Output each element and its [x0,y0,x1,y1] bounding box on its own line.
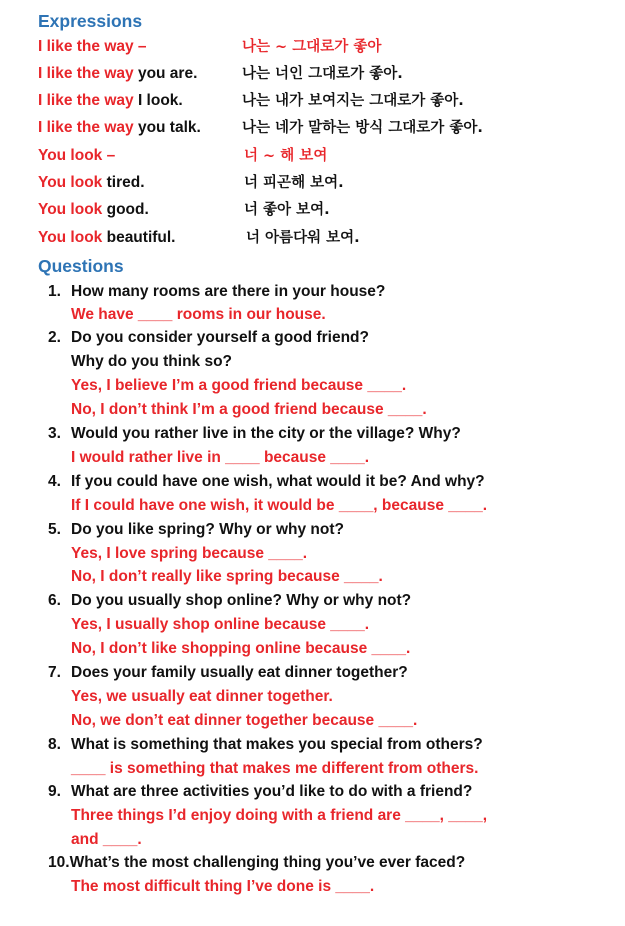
question-number: 7. [48,664,61,681]
question-3 [48,423,461,445]
expression-completion: good. [102,201,149,218]
expression-korean: 나는 ~ 그대로가 좋아 [242,39,382,55]
question-1 [48,281,385,303]
answer-line: The most difficult thing I’ve done is ____. [71,878,375,895]
question-text: Does your family usually eat dinner together? [71,664,408,681]
expression-english [38,172,145,194]
expression-row [38,199,598,221]
question-7 [48,662,408,684]
question-number: 10. [48,854,70,871]
expression-row [38,227,598,249]
question-number: 5. [48,521,61,538]
expression-completion: tired. [102,174,145,191]
expression-english [38,227,176,249]
question-number: 3. [48,425,61,442]
expression-korean: 너 피곤해 보여. [244,175,344,191]
question-number: 4. [48,473,61,490]
answer-line: We have ____ rooms in our house. [71,306,326,323]
answer-line: If I could have one wish, it would be ____, because ____. [71,497,488,514]
answer-line: No, I don’t think I’m a good friend because ____. [71,401,427,418]
answer-line: ____ is something that makes me different from others. [71,760,479,777]
answer-line: Yes, I usually shop online because ____. [71,616,370,633]
question-number: 1. [48,283,61,300]
answer-line: No, I don’t like shopping online because ____. [71,640,411,657]
question-text: Do you like spring? Why or why not? [71,521,344,538]
question-text: Do you consider yourself a good friend? [71,329,369,346]
question-text: What’s the most challenging thing you’ve ever faced? [69,854,466,871]
expression-phrase: You look [38,174,103,191]
answer-line: Three things I’d enjoy doing with a friend are ____, ____, [71,807,488,824]
expression-phrase: I like the way [38,65,134,82]
expression-completion: I look. [133,92,183,109]
expression-row [38,63,598,85]
expressions-heading: Expressions [38,11,143,31]
question-text: How many rooms are there in your house? [71,283,386,300]
question-text: If you could have one wish, what would it be? And why? [71,473,485,490]
expression-phrase: I like the way [38,92,134,109]
question-4 [48,471,485,493]
question-number: 8. [48,736,61,753]
expression-completion: you talk. [133,119,201,136]
expression-phrase: You look [38,229,103,246]
expression-english [38,199,149,221]
expression-korean: 너 아름다워 보여. [246,230,360,246]
expression-korean: 너 ~ 해 보여 [244,148,328,164]
answer-line: No, I don’t really like spring because ____. [71,568,383,585]
expression-korean: 나는 내가 보여지는 그대로가 좋아. [242,93,464,109]
expression-korean: 너 좋아 보여. [244,202,330,218]
question-number: 6. [48,592,61,609]
expression-row [38,90,598,112]
question-text: What are three activities you’d like to do with a friend? [71,783,473,800]
questions-heading: Questions [38,256,124,276]
question-8 [48,734,483,756]
question-text: What is something that makes you special from others? [71,736,483,753]
answer-line: Yes, we usually eat dinner together. [71,688,333,705]
expression-row [38,145,598,167]
expression-completion: beautiful. [102,229,176,246]
answer-line: No, we don’t eat dinner together because ____. [71,712,418,729]
question-number: 2. [48,329,61,346]
question-number: 9. [48,783,61,800]
expression-korean: 나는 네가 말하는 방식 그대로가 좋아. [242,120,483,136]
answer-line: Yes, I believe I’m a good friend because ____. [71,377,407,394]
expression-korean: 나는 너인 그대로가 좋아. [242,66,403,82]
expression-english [38,63,197,85]
question-9 [48,781,472,803]
expression-row [38,172,598,194]
answer-line: I would rather live in ____ because ____. [71,449,370,466]
expression-phrase: You look [38,201,103,218]
expression-english [38,36,147,58]
expression-phrase: I like the way [38,119,134,136]
question-6 [48,590,411,612]
expression-english [38,117,201,139]
expression-row [38,117,598,139]
answer-line: and ____. [71,831,142,848]
expression-english [38,90,183,112]
question-2 [48,327,369,349]
expression-completion: you are. [133,65,198,82]
expression-phrase: I like the way – [38,38,147,55]
expression-phrase: You look – [38,147,116,164]
answer-line: Yes, I love spring because ____. [71,545,308,562]
question-text: Do you usually shop online? Why or why not? [71,592,412,609]
question-10 [48,852,465,874]
expression-english [38,145,115,167]
question-5 [48,519,344,541]
expression-row [38,36,598,58]
question-followup: Why do you think so? [71,353,233,370]
question-text: Would you rather live in the city or the village? Why? [71,425,461,442]
